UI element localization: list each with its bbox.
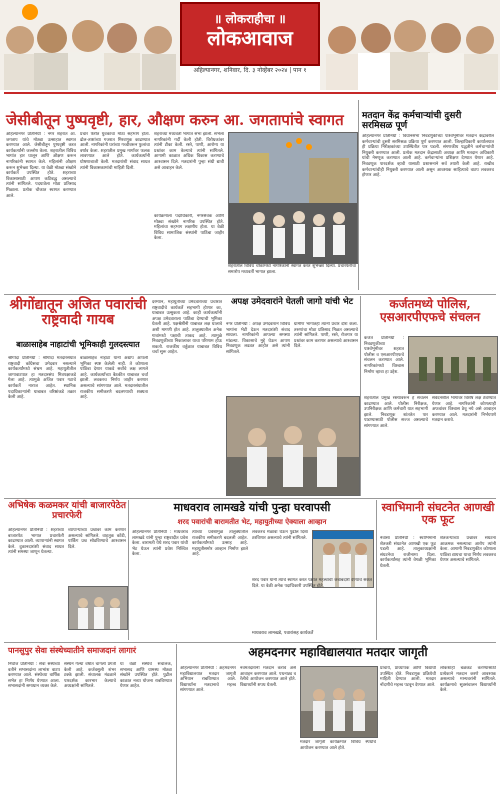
ajit-text-col3: दरम्यान, महायुतीच्या उमेदवाराच्या प्रचारात राष्ट्रवादीचे कार्यकर्ते सहभागी होणार का, याबाबत उत्सुकता आहे. काही कार्यकर्त्यांनी अपक्ष उमेदवाराला पाठिंबा देण्याची भूमिका घेतली आहे. पक्षश्रेष्ठींनी याबाबत लक्ष घालावे अशी मागणी होत आहे. तालुक्यातील अनेक गावांमध्ये पक्षाची ताकद आहे. त्यामुळे निवडणुकीच्या निकालावर याचा परिणाम होऊ शकतो. राजकीय वर्तुळात याबाबत विविध चर्चा सुरू आहेत. [152,300,222,356]
divider-h1 [4,294,496,295]
independent-headline: अपक्ष उमेदवारांने घेतली जागो यांची भेट [230,297,354,307]
karjat-text-col1: कर्जत प्रतिनिधी : निवडणुकीच्या पार्श्वभूमीवर शहरात पोलीस व एसआरपीएफचे संचलन करण्यात आले. नागरिकांमध्ये विश्वास निर्माण व्हावा हा उद्देश. [364,336,404,375]
masthead-subline: अहिल्यानगर, शनिवार, दि. ३ नोव्हेंबर २०२४ | पान १ [193,67,307,74]
masthead-top-text: ॥ लोकराहीचा ॥ [214,12,286,26]
karjat-photo-image [409,337,497,393]
portraits-right-image [320,0,500,90]
portraits-left-image [0,0,180,90]
ajit-text-col1: श्रीगोंदा प्रतिनिधी : श्रीगोंदा मतदारसंघात राष्ट्रवादी काँग्रेसचा उमेदवार नसल्याने कार्यकर्त्यांमध्ये संभ्रम आहे. महायुतीतील जागावाटपात हा मतदारसंघ मित्रपक्षाकडे गेला आहे. त्यामुळे अजित पवार गटाचे कार्यकर्ते नाराज आहेत. स्थानिक पदाधिकाऱ्यांनी याबाबत वरिष्ठांकडे तक्रार केली आहे. [8,356,76,401]
divider-v4 [376,500,377,640]
lead-text-col2: प्रचार फेरीत युवकांचा मोठा सहभाग होता. ढोल-ताशांच्या गजरात मिरवणूक काढण्यात आली. नागरिकांनी घरांच्या गच्चीवरून फुलांचा वर्षाव केला. शहरातील प्रमुख मार्गांवर फलक लावण्यात आले होते. कार्यकर्त्यांनी घोषणाबाजी केली. मतदारांशी संवाद साधत त्यांनी विकासकामांची माहिती दिली. [80,132,150,171]
karjat-photo [408,336,498,394]
ahmednagar-text-col3: प्राचार्य, प्राध्यापक आणि विद्यार्थी उपस्थित होते. निवडणूक प्रक्रियेची माहिती देण्यात आली. मतदार नोंदणीचे महत्त्व पटवून देण्यात आले. [380,666,436,688]
kalmkar-headline: अभिषेक कळमकर यांची बाजारपेठेत प्रचारफेरी [8,501,127,521]
karjat-text-col3: संवेदनशील भागांवर विशेष लक्ष ठेवण्यात येणार आहे. नागरिकांनी कोणत्याही अफवांवर विश्वास ठेवू नये असे आवाहन करण्यात आले. मतदारांनी निर्भयपणे मतदान करावे. [432,396,496,424]
swabhimani-text-col2: शेतकऱ्यांच्या प्रश्नांवर संघटना आक्रमक नसल्याचा आरोप त्यांनी केला. आगामी निवडणुकीत कोणाला पाठिंबा द्यायचा याचा निर्णय लवकरच घेणार असल्याचे सांगितले. [440,536,496,564]
lead-text-col4: कार्यक्रमाला पदाधिकारी, नगरसेवक आणि मोठ्या संख्येने नागरिक उपस्थित होते. महिलांचा सहभाग लक्षणीय होता. या वेळी विविध सामाजिक संस्थांनी पाठिंबा जाहीर केला. [154,214,224,242]
lead-text-col3: शहराच्या मध्यवर्ती भागात सभा झाली. सभेला नागरिकांनी गर्दी केली होती. विरोधकांवर त्यांनी टीका केली. रस्ते, पाणी, आरोग्य या प्रश्नांवर काम केल्याचे त्यांनी सांगितले. आगामी काळात अधिक विकास करण्याचे आश्वासन दिले. मतदारांनी पुन्हा संधी द्यावी असे आवाहन केले. [154,132,224,171]
masthead-rule [4,92,496,94]
ahmednagar-text-col1: अहिल्यानगर प्रतिनिधी : अहमदनगर महाविद्यालयात मतदार जागृती अभियान राबविण्यात आले. विद्यार्थ्यांना मतदानाचे महत्त्व सांगण्यात आले. [180,666,236,694]
independent-photo-image [227,397,359,495]
lead-text-col5: शहरातील विविध चौकांमध्ये नागरिकांनी स्वागत करत शुभेच्छा दिल्या. प्रचारफेरीचा समारोप मध्यवर्ती भागात झाला. [228,264,356,275]
lead-photo-image [229,133,357,263]
divider-h3 [4,642,496,643]
independent-text-col2: ग्रामीण भागातही त्यांनी प्रचार दौरा केला. तरुणांचा मोठा प्रतिसाद मिळत असल्याचे त्यांनी सांगितले. पाणी, रस्ते, रोजगार या प्रश्नांवर काम करणार असल्याचे आश्वासन दिले. [294,322,358,350]
ahmednagar-text-col2: नवमतदारांनी मतदान करावे असे आवाहन करण्यात आले. पथनाट्य व रॅलीचे आयोजन करण्यात आले होते. विद्यार्थ्यांनी शपथ घेतली. [240,666,296,688]
kalmkar-text-col2: व्यापाऱ्यांच्या प्रश्नांवर काम करणार असल्याचे सांगितले. वाहतूक कोंडी, पार्किंग प्रश्न सोडविण्याचे आश्वासन दिले. [68,528,126,550]
swabhimani-headline: स्वाभिमानी संघटनेत आणखी एक फूट [381,501,495,527]
lead-photo [228,132,358,264]
ahmednagar-photo-image [301,667,377,737]
ajit-headline: श्रीगोंद्यातून अजित पवारांची राष्ट्रवादी गायब [9,297,147,329]
lead-headline-left: जेसीबीतून पुष्पवृष्टी, हार, औक्षण करुन आ. जगतापांचे स्वागत [6,111,344,129]
masthead-banner [180,2,320,66]
panchsutra-headline: पानसुपुर सेवा संस्थेच्यातीने समाजदानं लागारं [8,645,137,655]
divider-v2 [360,296,361,496]
swabhimani-text-col1: नेवासा प्रतिनिधी : स्वाभिमानी शेतकरी संघटनेत आणखी एक फूट पडली आहे. तालुकाध्यक्षांनी संघटनेचा राजीनामा दिला. कार्यकर्त्यांसह त्यांनी वेगळी भूमिका घेतली. [380,536,436,569]
panchsutra-text-col2: संस्थेने गेल्या वर्षात चांगली प्रगती केली आहे. कर्जवसुली शंभर टक्के झाली. संचालक मंडळाने पारदर्शक कारभार केल्याचे अध्यक्षांनी सांगितले. [64,662,116,690]
lamkhade-caption: माधवराव लामखडे, पवारांसह कार्यकर्ते [252,631,314,636]
kalmkar-photo [68,586,128,630]
kalmkar-text-col1: अहिल्यानगर प्रतिनिधी : शहराच्या बाजारपेठ भागात प्रचारफेरी काढण्यात आली. व्यापाऱ्यांनी स्वागत केले. दुकानदारांशी संवाद साधत त्यांनी समस्या जाणून घेतल्या. [8,528,64,556]
lamkhade-text-col1: अहिल्यानगर प्रतिनिधी : माधवराव लामखडे यांनी पुन्हा राष्ट्रवादीत प्रवेश केला. बारामती येथे शरद पवार यांची भेट घेऊन त्यांनी प्रवेश निश्चित केला. [132,530,188,558]
divider-v1 [358,100,359,290]
ajit-subheadline: बाळासाहेब नाहाटांची भूमिकाही गुलदस्त्यात [16,339,140,349]
divider-v5 [176,644,177,794]
lamkhade-text-col3: लवकरच मेळावा घेऊन पुढील दिशा ठरविणार असल्याचे त्यांनी सांगितले. [252,530,308,541]
ajit-text-col2: बाळासाहेब नाहाटा यांनी अद्याप आपली भूमिका स्पष्ट केलेली नाही. ते कोणाला पाठिंबा देणार याकडे सर्वांचे लक्ष लागले आहे. कार्यकर्त्यांच्या बैठकीत याबाबत चर्चा झाली. लवकरच निर्णय जाहीर करणार असल्याचे सांगण्यात आले. मतदारसंघातील राजकीय समीकरणे बदलण्याची शक्यता आहे. [80,356,148,401]
independent-text-col1: नगर प्रतिनिधी : अपक्ष उमेदवाराने विविध भागांना भेटी देऊन मतदारांशी संवाद साधला. नागरिकांनी आपल्या समस्या मांडल्या. विकासाचे मुद्दे घेऊन आपण निवडणूक लढवत आहोत असे त्यांनी सांगितले. [226,322,290,355]
divider-h2 [4,498,496,499]
ahmednagar-headline: अहमदनगर महाविद्यालयात मतदार जागृती [248,645,428,659]
divider-v3 [128,500,129,640]
lead-right-text: अहिल्यानगर प्रतिनिधी : विधानसभा निवडणुकीच्या पार्श्वभूमीवर मतदान केंद्रावरील कर्मचाऱ्यांची दुसरी सरमिसळ प्रक्रिया पूर्ण करण्यात आली. जिल्हाधिकारी कार्यालयात ही प्रक्रिया निरीक्षकांच्या उपस्थितीत पार पडली. संगणकीय पद्धतीने कर्मचाऱ्यांची नियुक्ती करण्यात आली. प्रत्येक मतदान केंद्रासाठी अध्यक्ष आणि मतदान अधिकारी यांची नेमणूक करण्यात आली आहे. कर्मचाऱ्यांना प्रशिक्षण देण्यात येणार आहे. निवडणूक पारदर्शक व्हावी यासाठी प्रशासनाने सर्व तयारी केली आहे. राखीव कर्मचाऱ्यांचीही नियुक्ती करण्यात आली असून आवश्यक साहित्याचे वाटप लवकरच होणार आहे. [362,134,494,179]
ahmednagar-text-col5: मतदार जागृती कार्यक्रमात विविध स्पर्धांचे आयोजन करण्यात आले होते. [300,740,376,751]
lead-headline-right: मतदान केंद्र कर्मचार्‍यांची दुसरी सरमिसळ पूर्ण [362,111,462,131]
lead-text-col1: अहिल्यानगर प्रतिनिधी : नगर शहरात आ. जगताप यांचे मोठ्या उत्साहात स्वागत करण्यात आले. जेसीबीतून पुष्पवृष्टी करत कार्यकर्त्यांनी जल्लोष केला. शहरातील विविध भागांत हार घालून आणि औक्षण करून नागरिकांनी स्वागत केले. महिलांनी औक्षण करून शुभेच्छा दिल्या. या वेळी मोठ्या संख्येने कार्यकर्ते उपस्थित होते. शहराच्या विकासासाठी आपण कटिबद्ध असल्याचे त्यांनी सांगितले. पदयात्रेला मोठा प्रतिसाद मिळाला. प्रत्येक चौकात स्वागत करण्यात आले. [6,132,76,199]
panchsutra-text-col1: निघोज प्रतिनिधी : सेवा संस्थेच्या वतीने सभासदांना लाभांश वाटप करण्यात आले. संस्थेच्या वार्षिक सभेत हा निर्णय घेण्यात आला. सभासदांनी समाधान व्यक्त केले. [8,662,60,690]
ahmednagar-photo [300,666,378,738]
ahmednagar-text-col4: लोकशाही बळकट करण्यासाठी प्रत्येकाने मतदान करणे आवश्यक असल्याचे मान्यवरांनी सांगितले. कार्यक्रमाचे सूत्रसंचालन विद्यार्थ्यांनी केले. [440,666,496,694]
kalmkar-photo-image [69,587,127,629]
lamkhade-subheadline: शरद पवारांची बारामतीत भेट, महायुतीच्या ऐक्याला आव्हान [177,517,327,526]
masthead-portraits-left [0,0,180,90]
lamkhade-text-col2: त्यांच्या प्रवेशामुळे तालुक्यातील राजकीय समीकरणे बदलली आहेत. कार्यकर्त्यांमध्ये उत्साह आहे. महायुतीसमोर आव्हान निर्माण झाले आहे. [192,530,248,558]
karjat-headline: कर्जतमध्ये पोलिस, एसआरपीएफचे संचलन [379,297,481,325]
masthead-title: लोकआवाज [207,26,293,50]
lamkhade-text-col4: शरद पवार यांनी त्यांचे स्वागत करत पक्षात महत्त्वाची जबाबदारी देण्याचे संकेत दिले. या वेळी अनेक पदाधिकारी उपस्थित होते. [252,578,372,589]
lamkhade-headline: माधवराव लामखडे यांची पुन्हा घरवापसी [173,501,331,514]
panchsutra-text-col3: या वेळी संस्थेचे संचालक, सभासद आणि ग्रामस्थ मोठ्या संख्येने उपस्थित होते. पुढील काळात नव्या योजना राबविण्यात येणार आहेत. [120,662,172,690]
masthead-portraits-right [320,0,500,90]
independent-photo [226,396,360,496]
karjat-text-col2: शहरातील प्रमुख रस्त्यांवरून हे संचलन काढण्यात आले. पोलीस निरीक्षक, उपनिरीक्षक आणि कर्मचारी यात सहभागी झाले. निवडणूक शांततेत पार पाडण्यासाठी पोलीस सज्ज असल्याचे सांगण्यात आले. [364,396,428,429]
